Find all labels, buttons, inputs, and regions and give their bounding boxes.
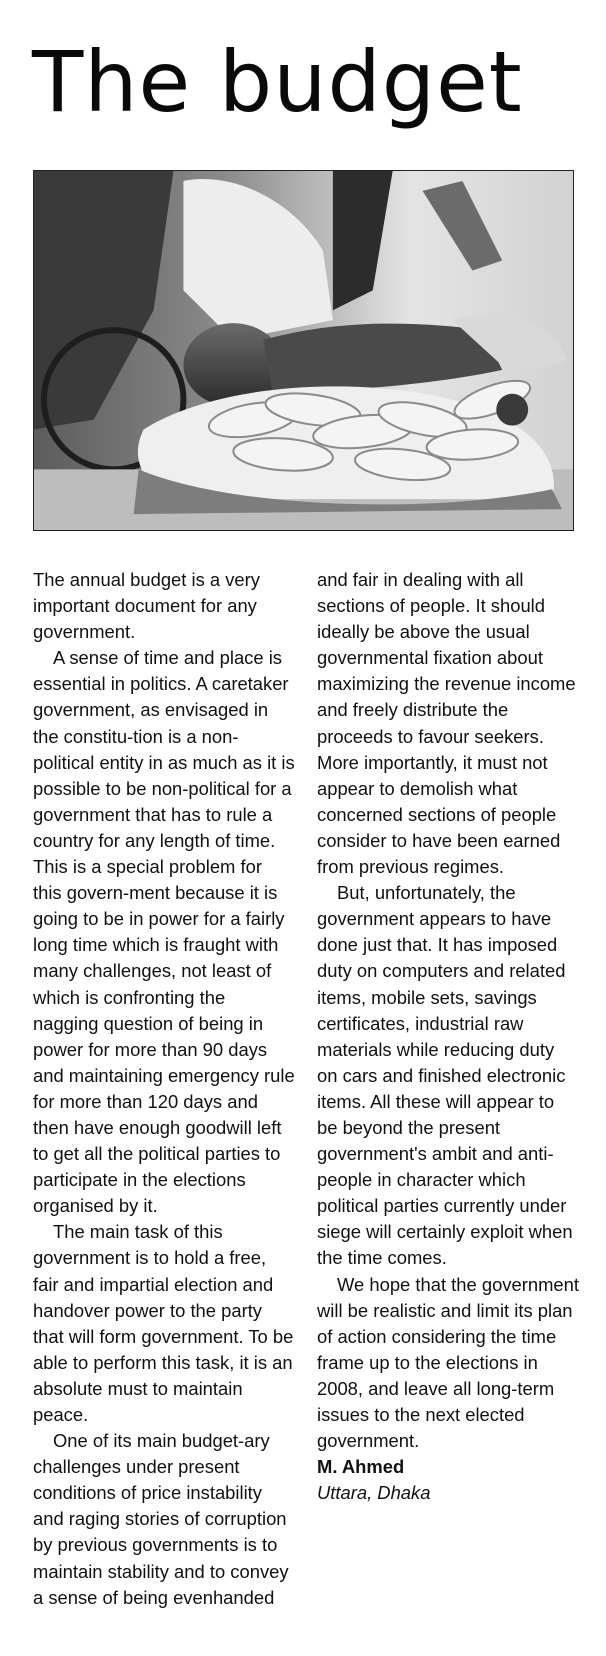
paragraph: The main task of this government is to hold a free, fair and impartial election and handover power to the party that will form government. To be able to perform this task, it is an absolute must to maintain peace. xyxy=(33,1221,294,1425)
photo-child-sleeping-icon xyxy=(34,171,573,530)
paragraph: and fair in dealing with all sections of people. It should ideally be above the usual governmental fixation about maximizing the revenue income and freely distribute the proceeds to favour seekers. More importantly, it must not appear to demolish what concerned sections of people consider to have been earned from previous regimes. xyxy=(317,569,576,878)
article-photo xyxy=(33,170,574,531)
paragraph: We hope that the government will be realistic and limit its plan of action considering the time frame up to the elections in 2008, and leave all long-term issues to the next elected government. xyxy=(317,1273,579,1452)
paragraph: One of its main budget-ary challenges under present conditions of price instability and raging stories of corruption by previous governments is to maintain stability and to convey a sense of being evenhanded xyxy=(33,1430,289,1608)
author-location: Uttara, Dhaka xyxy=(317,1482,431,1504)
author-name: M. Ahmed xyxy=(317,1456,405,1478)
paragraph: But, unfortunately, the government appears to have done just that. It has imposed duty on computers and related items, mobile sets, savings certificates, industrial raw materials while reducing duty on cars and finished electronic items. All these will appear to be beyond the present government's ambit and anti-people in character which political parties currently under siege will certainly exploit when the time comes. xyxy=(317,882,573,1269)
page-title: The budget xyxy=(32,33,523,131)
paragraph: A sense of time and place is essential in politics. A caretaker government, as envisaged in the constitu-tion is a non-political entity in as much as it is possible to be non-political for a government that has to rule a country for any length of time. This is a special problem for this govern-ment because it is going to be in power for a fairly long time which is fraught with many challenges, not least of which is confronting the nagging question of being in power for more than 90 days and maintaining emergency rule for more than 120 days and then have enough goodwill left to get all the political parties to participate in the elections organised by it. xyxy=(33,647,295,1217)
article-body-right-column xyxy=(317,567,579,1506)
article-body-left-column xyxy=(33,567,295,1611)
paragraph: The annual budget is a very important document for any government. xyxy=(33,569,260,643)
